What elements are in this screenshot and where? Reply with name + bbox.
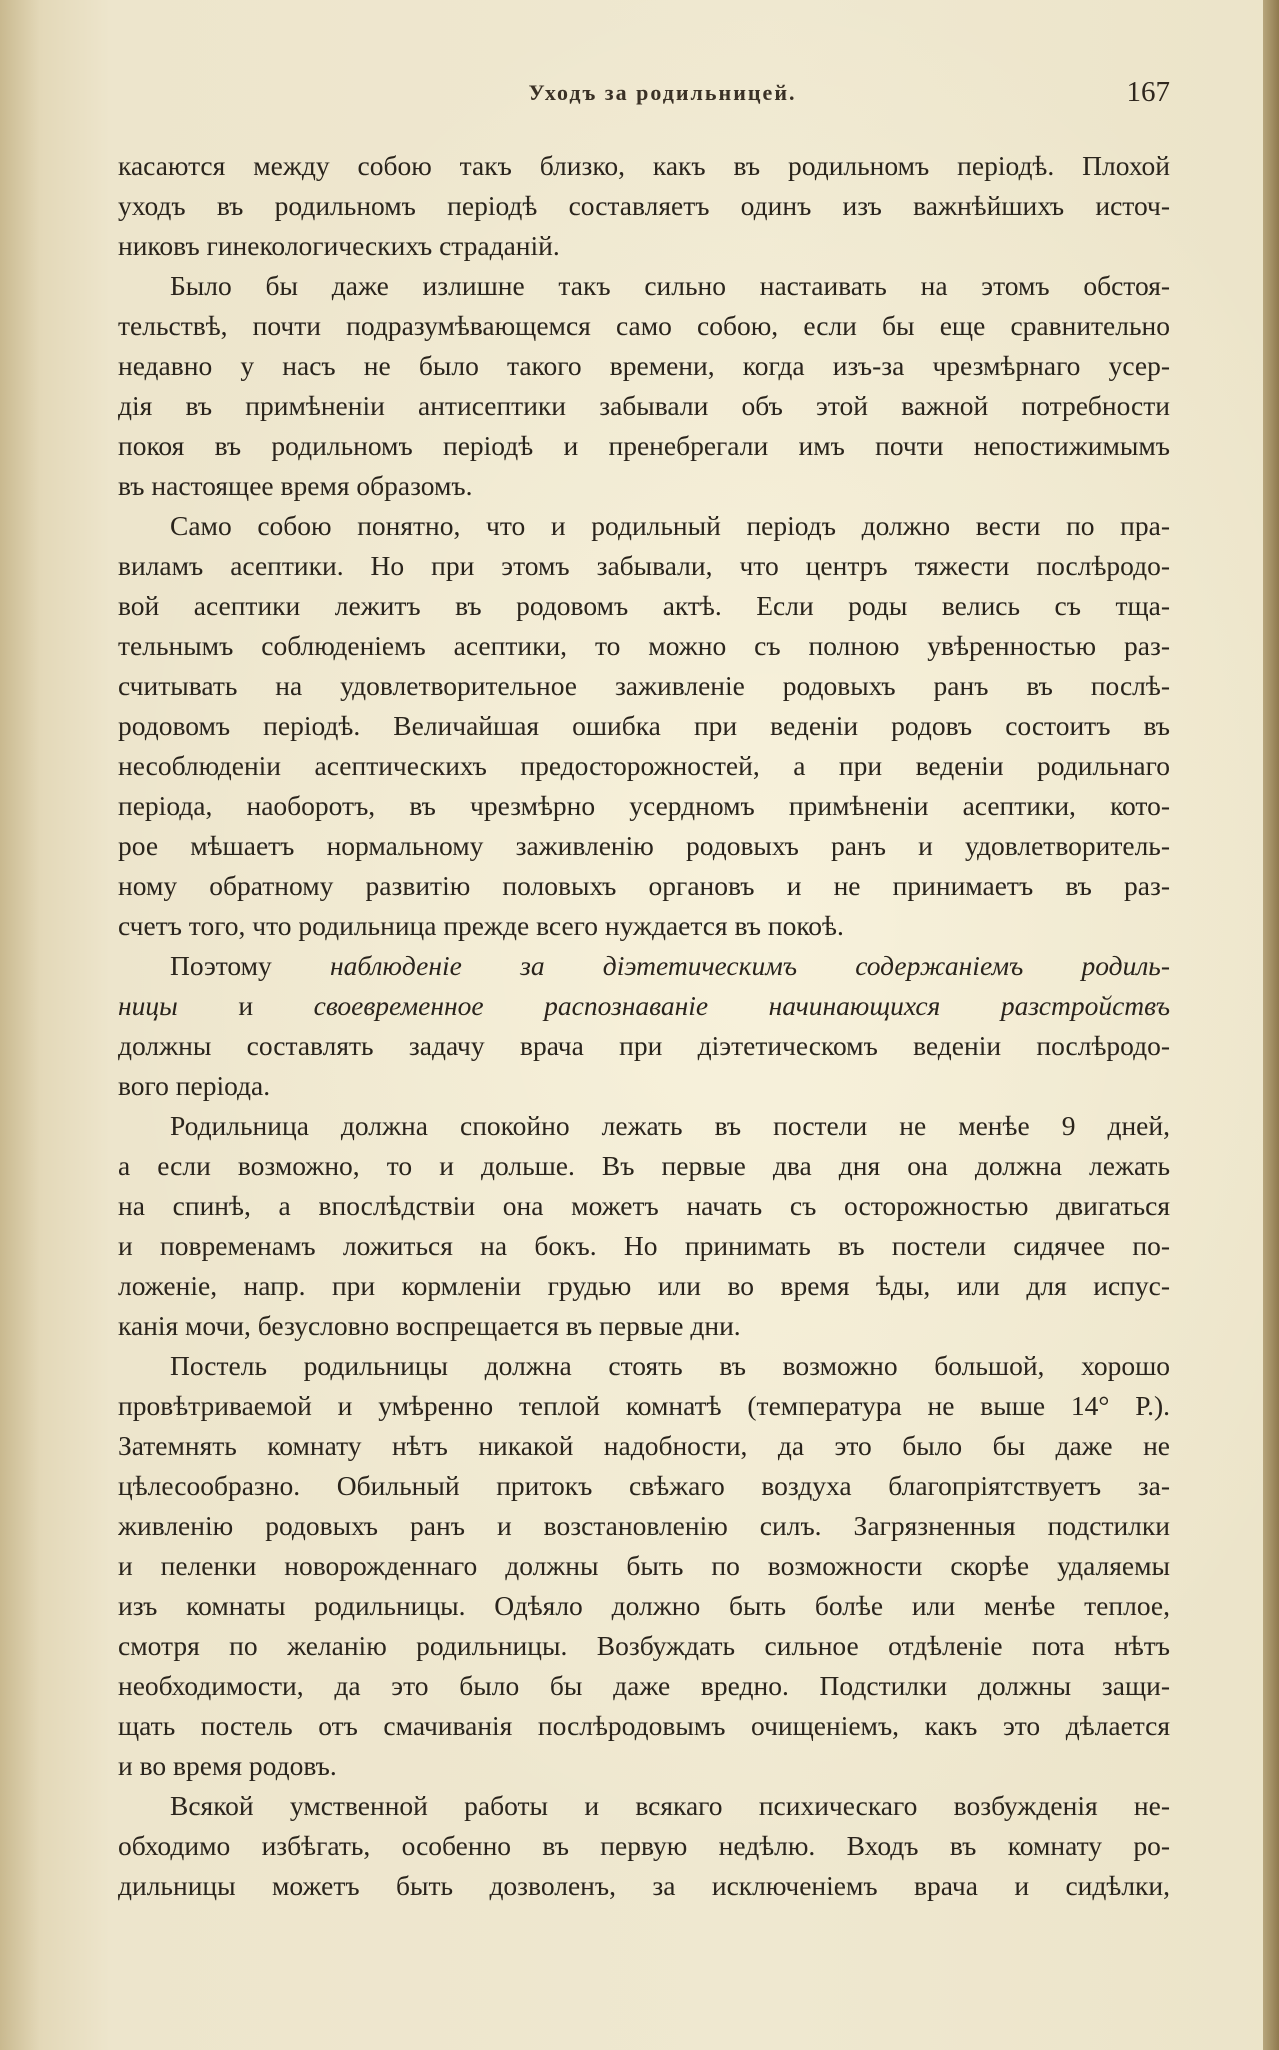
text-line: а если возможно, то и дольше. Въ первые два дня она должна лежать [118, 1150, 1170, 1181]
page-number: 167 [1126, 76, 1170, 108]
text-line: Всякой умственной работы и всякаго психическаго возбужденія не- [170, 1790, 1170, 1821]
text-line: счетъ того, что родильница прежде всего нуждается въ покоѣ. [118, 910, 844, 941]
text-line: живленію родовыхъ ранъ и возстановленію силъ. Загрязненныя подстилки [118, 1510, 1170, 1541]
text-line: необходимости, да это было бы даже вредно. Подстилки должны защи- [118, 1670, 1170, 1701]
text-line: тельнымъ соблюденіемъ асептики, то можно съ полною увѣренностью раз- [118, 630, 1170, 661]
text-line: несоблюденіи асептическихъ предосторожностей, а при веденіи родильнаго [118, 750, 1170, 781]
running-title: Уходъ за родильницей. [528, 80, 797, 105]
italic-phrase: ницы [118, 990, 178, 1021]
text-line: ному обратному развитію половыхъ органовъ и не принимаетъ въ раз- [118, 870, 1170, 901]
text-line: уходъ въ родильномъ періодѣ составляетъ одинъ изъ важнѣйшихъ источ- [118, 190, 1170, 221]
text-line: Само собою понятно, что и родильный періодъ должно вести по пра- [170, 510, 1170, 541]
text-line: провѣтриваемой и умѣренно теплой комнатѣ (температура не выше 14° Р.). [118, 1390, 1170, 1421]
text-line: Затемнять комнату нѣтъ никакой надобности, да это было бы даже не [118, 1430, 1170, 1461]
text-line: виламъ асептики. Но при этомъ забывали, что центръ тяжести послѣродо- [118, 550, 1170, 581]
text-line: на спинѣ, а впослѣдствіи она можетъ начать съ осторожностью двигаться [118, 1190, 1170, 1221]
text-line: періода, наоборотъ, въ чрезмѣрно усердномъ примѣненіи асептики, кото- [118, 790, 1170, 821]
text-segment: и [177, 990, 314, 1021]
text-line: никовъ гинекологическихъ страданій. [118, 230, 560, 261]
text-line: смотря по желанію родильницы. Возбуждать сильное отдѣленіе пота нѣтъ [118, 1630, 1170, 1661]
text-line: канія мочи, безусловно воспрещается въ первые дни. [118, 1310, 741, 1341]
text-line: недавно у насъ не было такого времени, когда изъ-за чрезмѣрнаго усер- [118, 350, 1170, 381]
italic-phrase: своевременное распознаваніе начинающихся разстройствъ [313, 990, 1170, 1021]
text-line: Постель родильницы должна стоять въ возможно большой, хорошо [170, 1350, 1170, 1381]
text-line: рое мѣшаетъ нормальному заживленію родовыхъ ранъ и удовлетворитель- [118, 830, 1170, 861]
text-line: вого періода. [118, 1070, 271, 1101]
text-segment: Поэтому [170, 950, 331, 981]
text-line: изъ комнаты родильницы. Одѣяло должно быть болѣе или менѣе теплое, [118, 1590, 1170, 1621]
body-text [118, 146, 1170, 1906]
running-head [155, 76, 1170, 116]
text-line: щать постель отъ смачиванія послѣродовымъ очищеніемъ, какъ это дѣлается [118, 1710, 1170, 1741]
text-line: и во время родовъ. [118, 1750, 337, 1781]
text-line: Было бы даже излишне такъ сильно настаивать на этомъ обстоя- [170, 270, 1170, 301]
text-line: дія въ примѣненіи антисептики забывали объ этой важной потребности [118, 390, 1170, 421]
text-line [118, 946, 1170, 986]
text-line [118, 986, 1170, 1026]
text-line: касаются между собою такъ близко, какъ въ родильномъ періодѣ. Плохой [118, 150, 1170, 181]
text-line: и повременамъ ложиться на бокъ. Но принимать въ постели сидячее по- [118, 1230, 1170, 1261]
page-edge-shadow [1263, 0, 1279, 2050]
text-line: должны составлять задачу врача при діэтетическомъ веденіи послѣродо- [118, 1030, 1170, 1061]
text-line: покоя въ родильномъ періодѣ и пренебрегали имъ почти непостижимымъ [118, 430, 1170, 461]
text-line: въ настоящее время образомъ. [118, 470, 473, 501]
text-line: вой асептики лежитъ въ родовомъ актѣ. Если роды велись съ тща- [118, 590, 1170, 621]
text-line: Родильница должна спокойно лежать въ постели не менѣе 9 дней, [170, 1110, 1170, 1141]
text-line: дильницы можетъ быть дозволенъ, за исключеніемъ врача и сидѣлки, [118, 1870, 1170, 1901]
text-line: ложеніе, напр. при кормленіи грудью или во время ѣды, или для испус- [118, 1270, 1170, 1301]
text-line: цѣлесообразно. Обильный притокъ свѣжаго воздуха благопріятствуетъ за- [118, 1470, 1170, 1501]
text-line: обходимо избѣгать, особенно въ первую недѣлю. Входъ въ комнату ро- [118, 1830, 1170, 1861]
italic-phrase: наблюденіе за діэтетическимъ содержаніемъ родиль- [330, 950, 1170, 981]
text-line: тельствѣ, почти подразумѣвающемся само собою, если бы еще сравнительно [118, 310, 1170, 341]
text-line: считывать на удовлетворительное заживленіе родовыхъ ранъ въ послѣ- [118, 670, 1170, 701]
text-line: и пеленки новорожденнаго должны быть по возможности скорѣе удаляемы [118, 1550, 1170, 1581]
text-line: родовомъ періодѣ. Величайшая ошибка при веденіи родовъ состоитъ въ [118, 710, 1170, 741]
